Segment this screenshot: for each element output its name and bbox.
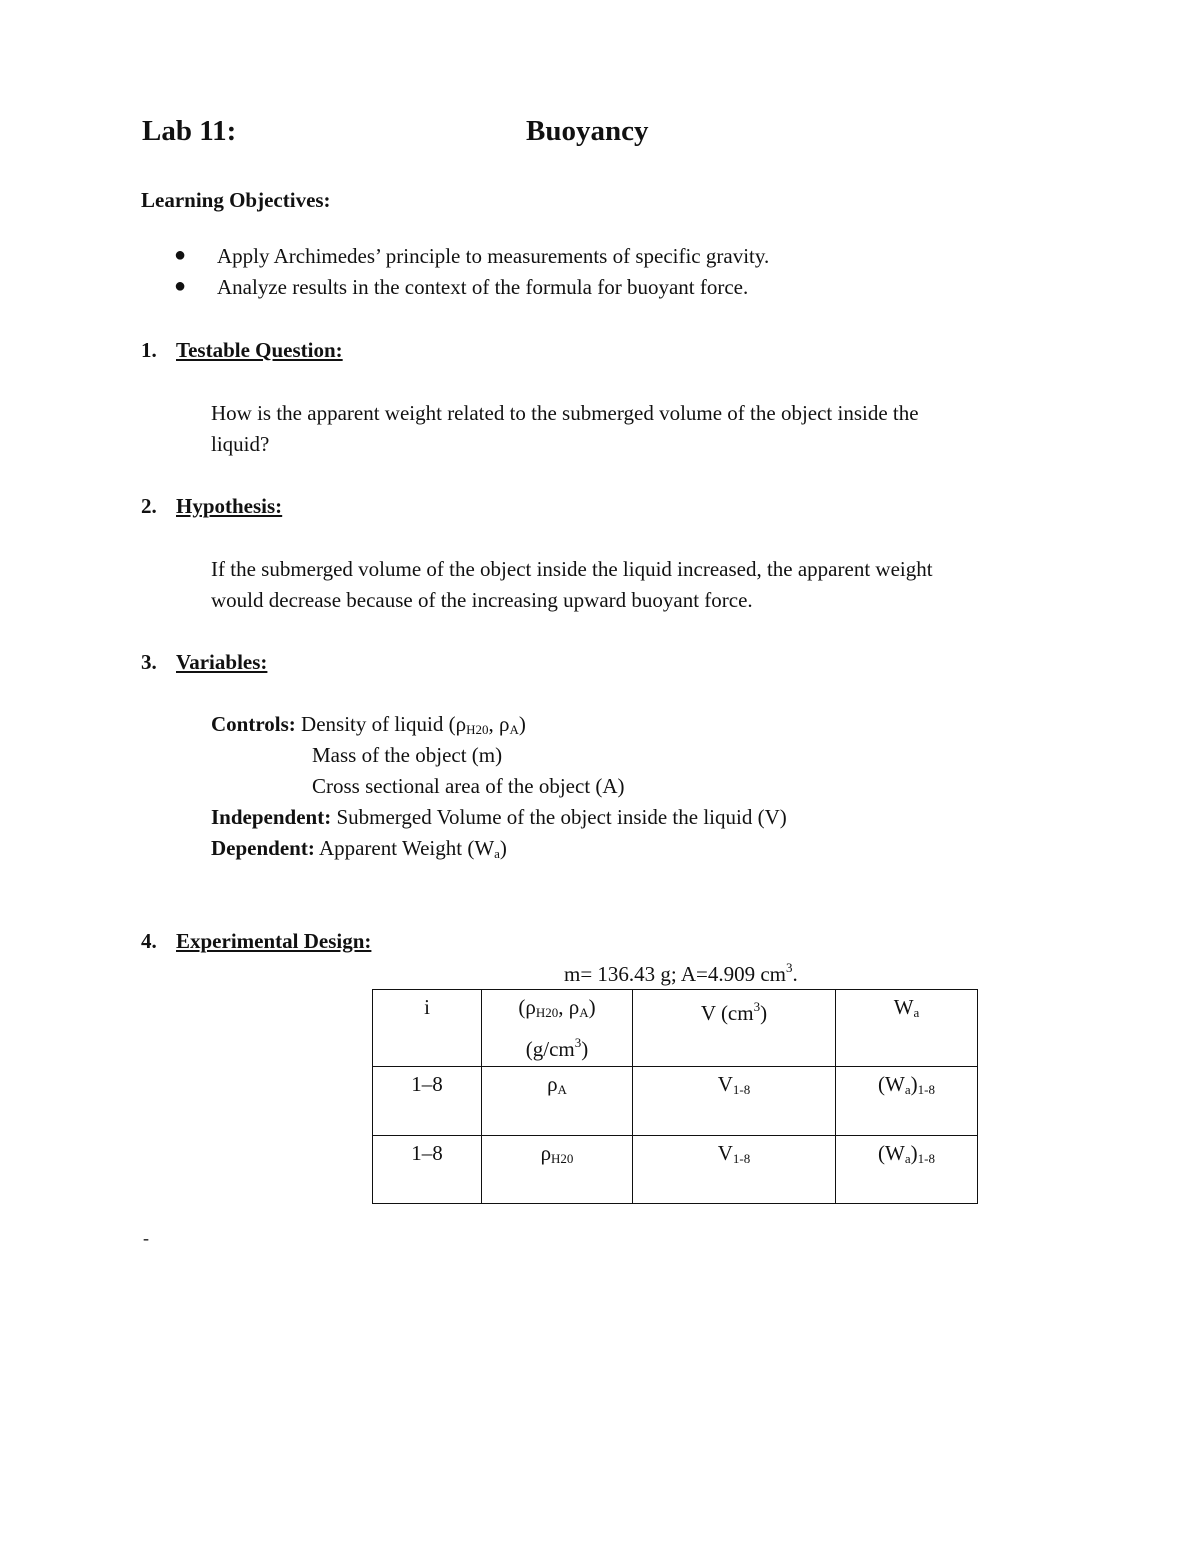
cell-apparent-weight: $(W_a)_{1-8}$ (836, 1136, 978, 1204)
objective-2: Analyze results in the context of the formula for buoyant force. (217, 275, 749, 299)
section-heading-testable-question: Testable Question: (176, 338, 343, 362)
experimental-design-table (372, 989, 978, 1204)
lab-number: Lab 11: (142, 115, 237, 147)
independent-line (211, 805, 787, 830)
independent-label: Independent: (211, 805, 332, 829)
section-heading-variables: Variables: (176, 650, 268, 674)
cell-apparent-weight: $(W_a)_{1-8}$ (836, 1067, 978, 1136)
table-header-row (373, 990, 978, 1067)
controls-density: Density of liquid ($\rho_{H20}$, $\rho_A$) (301, 712, 526, 737)
header-density: ($\rho_{H20}$, $\rho_A$) $(g/cm^3)$ (482, 990, 633, 1067)
dependent-value: Apparent Weight $(W_a)$ (318, 836, 507, 861)
bullet-icon: ● (174, 275, 187, 297)
cell-density: $\rho_A$ (482, 1067, 633, 1136)
controls-line (211, 712, 526, 738)
section-heading-hypothesis: Hypothesis: (176, 494, 283, 518)
controls-mass: Mass of the object (m) (312, 743, 503, 767)
header-volume: V $(cm^3)$ (633, 990, 836, 1067)
header-i: i (373, 990, 482, 1067)
cell-i: 1–8 (373, 1136, 482, 1204)
table-row (373, 1136, 978, 1204)
dependent-line (211, 836, 507, 862)
objective-1: Apply Archimedes’ principle to measurements of specific gravity. (217, 244, 770, 268)
cell-volume: $V_{1-8}$ (633, 1136, 836, 1204)
independent-value: Submerged Volume of the object inside the liquid (V) (336, 805, 787, 829)
objectives-heading: Learning Objectives: (141, 188, 331, 212)
section-number: 3. (141, 650, 157, 674)
table-row (373, 1067, 978, 1136)
hypothesis-text: If the submerged volume of the object inside the liquid increased, the apparent weight (211, 557, 933, 581)
controls-label: Controls: (211, 712, 296, 736)
bullet-icon: ● (174, 244, 187, 266)
testable-question-text: How is the apparent weight related to the submerged volume of the object inside the (211, 401, 919, 425)
section-number: 4. (141, 929, 157, 953)
cell-volume: $V_{1-8}$ (633, 1067, 836, 1136)
footer-mark: - (143, 1228, 149, 1248)
controls-area: Cross sectional area of the object (A) (312, 774, 625, 798)
testable-question-text-cont: liquid? (211, 432, 270, 456)
cell-i: 1–8 (373, 1067, 482, 1136)
section-number: 1. (141, 338, 157, 362)
section-number: 2. (141, 494, 157, 518)
table-caption: m= 136.43 g; A=4.909 $cm^3$. (564, 960, 798, 986)
lab-topic: Buoyancy (526, 115, 649, 147)
cell-density: $\rho_{H20}$ (482, 1136, 633, 1204)
hypothesis-text-cont: would decrease because of the increasing upward buoyant force. (211, 588, 753, 612)
section-heading-experimental-design: Experimental Design: (176, 929, 372, 953)
dependent-label: Dependent: (211, 836, 315, 860)
header-apparent-weight: $W_a$ (836, 990, 978, 1067)
